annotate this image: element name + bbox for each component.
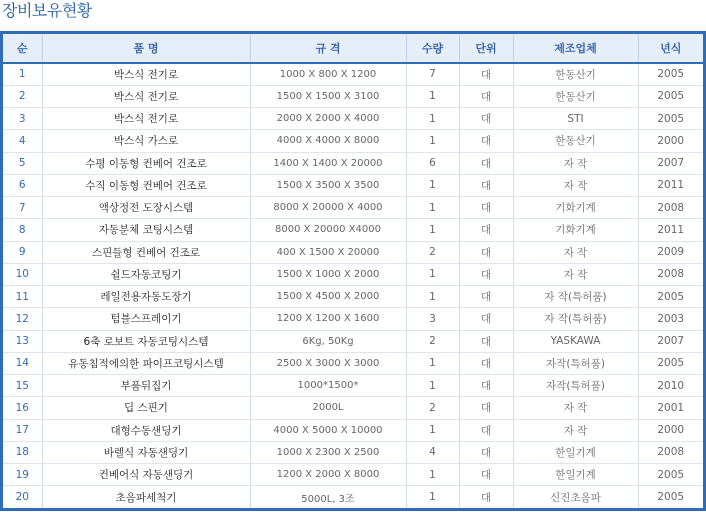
page-title: 장비보유현황 xyxy=(2,1,92,20)
cell-year: 2003 xyxy=(638,308,703,330)
cell-spec: 5000L, 3조 xyxy=(250,486,406,508)
cell-maker: 자작(특허품) xyxy=(513,352,638,374)
cell-year: 2005 xyxy=(638,108,703,130)
cell-name: 대형수동샌딩기 xyxy=(42,419,250,441)
cell-year: 2005 xyxy=(638,85,703,107)
cell-spec: 4000 X 4000 X 8000 xyxy=(250,130,406,152)
cell-spec: 1000 X 800 X 1200 xyxy=(250,63,406,85)
cell-unit: 대 xyxy=(459,464,513,486)
column-header-qty: 수량 xyxy=(406,34,459,63)
cell-no: 1 xyxy=(3,63,42,85)
cell-name: 딥 스핀기 xyxy=(42,397,250,419)
table-row xyxy=(3,219,703,241)
cell-maker: 한동산기 xyxy=(513,85,638,107)
table-row xyxy=(3,330,703,352)
table-row xyxy=(3,419,703,441)
table-row xyxy=(3,308,703,330)
cell-qty: 1 xyxy=(406,419,459,441)
cell-unit: 대 xyxy=(459,352,513,374)
cell-name: 쉴드자동코팅기 xyxy=(42,263,250,285)
cell-year: 2009 xyxy=(638,241,703,263)
cell-unit: 대 xyxy=(459,375,513,397)
cell-year: 2000 xyxy=(638,419,703,441)
column-header-year: 년식 xyxy=(638,34,703,63)
cell-spec: 2000 X 2000 X 4000 xyxy=(250,108,406,130)
cell-year: 2011 xyxy=(638,219,703,241)
cell-qty: 1 xyxy=(406,286,459,308)
cell-maker: 자 작 xyxy=(513,263,638,285)
cell-name: 액상정전 도장시스템 xyxy=(42,197,250,219)
cell-spec: 1500 X 4500 X 2000 xyxy=(250,286,406,308)
cell-no: 3 xyxy=(3,108,42,130)
cell-name: 초음파세척기 xyxy=(42,486,250,508)
cell-qty: 1 xyxy=(406,197,459,219)
cell-name: 자동분체 코팅시스템 xyxy=(42,219,250,241)
cell-spec: 1200 X 1200 X 1600 xyxy=(250,308,406,330)
cell-unit: 대 xyxy=(459,174,513,196)
table-row xyxy=(3,152,703,174)
cell-unit: 대 xyxy=(459,308,513,330)
cell-qty: 1 xyxy=(406,219,459,241)
cell-qty: 1 xyxy=(406,85,459,107)
column-header-name: 품 명 xyxy=(42,34,250,63)
cell-qty: 6 xyxy=(406,152,459,174)
table-row xyxy=(3,174,703,196)
table-header-row xyxy=(3,34,703,63)
cell-spec: 1500 X 1000 X 2000 xyxy=(250,263,406,285)
cell-name: 박스식 전기로 xyxy=(42,63,250,85)
cell-maker: 신진초음파 xyxy=(513,486,638,508)
cell-spec: 1500 X 3500 X 3500 xyxy=(250,174,406,196)
cell-maker: 자 작 xyxy=(513,174,638,196)
cell-unit: 대 xyxy=(459,152,513,174)
cell-spec: 8000 X 20000 X 4000 xyxy=(250,197,406,219)
cell-year: 2007 xyxy=(638,330,703,352)
table-row xyxy=(3,397,703,419)
equipment-table-frame xyxy=(0,31,706,511)
cell-unit: 대 xyxy=(459,486,513,508)
cell-maker: 자 작 xyxy=(513,152,638,174)
cell-unit: 대 xyxy=(459,130,513,152)
cell-name: 바렐식 자동샌딩기 xyxy=(42,441,250,463)
cell-name: 부품뒤집기 xyxy=(42,375,250,397)
cell-year: 2010 xyxy=(638,375,703,397)
cell-maker: 자 작 xyxy=(513,397,638,419)
cell-year: 2005 xyxy=(638,464,703,486)
cell-no: 17 xyxy=(3,419,42,441)
cell-no: 12 xyxy=(3,308,42,330)
cell-unit: 대 xyxy=(459,286,513,308)
column-header-spec: 규 격 xyxy=(250,34,406,63)
cell-no: 4 xyxy=(3,130,42,152)
cell-maker: 한동산기 xyxy=(513,130,638,152)
cell-unit: 대 xyxy=(459,63,513,85)
cell-year: 2007 xyxy=(638,152,703,174)
cell-qty: 1 xyxy=(406,464,459,486)
cell-name: 유동침적에의한 파이프코팅시스템 xyxy=(42,352,250,374)
cell-no: 16 xyxy=(3,397,42,419)
cell-unit: 대 xyxy=(459,441,513,463)
cell-no: 15 xyxy=(3,375,42,397)
cell-maker: 기화기계 xyxy=(513,219,638,241)
cell-year: 2000 xyxy=(638,130,703,152)
cell-unit: 대 xyxy=(459,263,513,285)
table-row xyxy=(3,197,703,219)
table-row xyxy=(3,63,703,85)
cell-maker: 자 작(특허품) xyxy=(513,308,638,330)
cell-qty: 2 xyxy=(406,241,459,263)
cell-unit: 대 xyxy=(459,241,513,263)
cell-spec: 400 X 1500 X 20000 xyxy=(250,241,406,263)
cell-unit: 대 xyxy=(459,85,513,107)
cell-name: 컨베어식 자동샌딩기 xyxy=(42,464,250,486)
cell-qty: 1 xyxy=(406,174,459,196)
table-row xyxy=(3,108,703,130)
cell-unit: 대 xyxy=(459,219,513,241)
cell-name: 텀블스프레이기 xyxy=(42,308,250,330)
cell-year: 2011 xyxy=(638,174,703,196)
cell-no: 2 xyxy=(3,85,42,107)
cell-year: 2005 xyxy=(638,352,703,374)
cell-maker: 한일기계 xyxy=(513,441,638,463)
table-row xyxy=(3,263,703,285)
equipment-table xyxy=(3,34,703,508)
cell-qty: 4 xyxy=(406,441,459,463)
cell-name: 6축 로보트 자동코팅시스템 xyxy=(42,330,250,352)
cell-year: 2008 xyxy=(638,197,703,219)
table-row xyxy=(3,375,703,397)
cell-spec: 1000*1500* xyxy=(250,375,406,397)
cell-qty: 2 xyxy=(406,330,459,352)
cell-qty: 7 xyxy=(406,63,459,85)
cell-spec: 1000 X 2300 X 2500 xyxy=(250,441,406,463)
cell-no: 14 xyxy=(3,352,42,374)
cell-unit: 대 xyxy=(459,397,513,419)
table-row xyxy=(3,441,703,463)
cell-no: 19 xyxy=(3,464,42,486)
cell-spec: 1200 X 2000 X 8000 xyxy=(250,464,406,486)
cell-spec: 8000 X 20000 X4000 xyxy=(250,219,406,241)
cell-year: 2001 xyxy=(638,397,703,419)
cell-qty: 1 xyxy=(406,375,459,397)
table-body xyxy=(3,63,703,508)
table-row xyxy=(3,486,703,508)
table-row xyxy=(3,464,703,486)
table-row xyxy=(3,241,703,263)
cell-maker: STI xyxy=(513,108,638,130)
column-header-unit: 단위 xyxy=(459,34,513,63)
cell-no: 6 xyxy=(3,174,42,196)
cell-unit: 대 xyxy=(459,330,513,352)
cell-spec: 2000L xyxy=(250,397,406,419)
cell-maker: 기화기계 xyxy=(513,197,638,219)
cell-no: 8 xyxy=(3,219,42,241)
cell-name: 박스식 전기로 xyxy=(42,108,250,130)
table-row xyxy=(3,286,703,308)
cell-year: 2005 xyxy=(638,286,703,308)
cell-maker: 자 작 xyxy=(513,241,638,263)
cell-year: 2005 xyxy=(638,63,703,85)
cell-no: 20 xyxy=(3,486,42,508)
cell-qty: 3 xyxy=(406,308,459,330)
cell-maker: YASKAWA xyxy=(513,330,638,352)
cell-maker: 한일기계 xyxy=(513,464,638,486)
cell-spec: 6Kg, 50Kg xyxy=(250,330,406,352)
cell-name: 박스식 전기로 xyxy=(42,85,250,107)
cell-maker: 자 작 xyxy=(513,419,638,441)
cell-name: 수직 이동형 컨베어 건조로 xyxy=(42,174,250,196)
column-header-no: 순 xyxy=(3,34,42,63)
cell-maker: 한동산기 xyxy=(513,63,638,85)
cell-year: 2008 xyxy=(638,263,703,285)
cell-spec: 1400 X 1400 X 20000 xyxy=(250,152,406,174)
cell-name: 스핀들형 컨베어 건조로 xyxy=(42,241,250,263)
cell-name: 박스식 가스로 xyxy=(42,130,250,152)
cell-year: 2005 xyxy=(657,491,685,504)
cell-spec: 4000 X 5000 X 10000 xyxy=(250,419,406,441)
table-row xyxy=(3,352,703,374)
cell-no: 18 xyxy=(3,441,42,463)
cell-no: 7 xyxy=(3,197,42,219)
cell-qty: 1 xyxy=(406,108,459,130)
cell-spec: 2500 X 3000 X 3000 xyxy=(250,352,406,374)
cell-unit: 대 xyxy=(459,419,513,441)
cell-no: 5 xyxy=(3,152,42,174)
cell-qty: 1 xyxy=(406,486,459,508)
table-row xyxy=(3,85,703,107)
cell-maker: 자 작(특허품) xyxy=(513,286,638,308)
cell-unit: 대 xyxy=(459,197,513,219)
cell-name: 수평 이동형 컨베어 건조로 xyxy=(42,152,250,174)
table-row xyxy=(3,130,703,152)
cell-year: 2008 xyxy=(638,441,703,463)
cell-no: 13 xyxy=(3,330,42,352)
cell-qty: 1 xyxy=(406,130,459,152)
cell-no: 10 xyxy=(3,263,42,285)
cell-name: 레일전용자동도장기 xyxy=(42,286,250,308)
cell-unit: 대 xyxy=(459,108,513,130)
cell-qty: 1 xyxy=(406,352,459,374)
cell-qty: 1 xyxy=(406,263,459,285)
cell-qty: 2 xyxy=(406,397,459,419)
cell-spec: 1500 X 1500 X 3100 xyxy=(250,85,406,107)
cell-no: 9 xyxy=(3,241,42,263)
column-header-maker: 제조업체 xyxy=(513,34,638,63)
cell-maker: 자작(특허품) xyxy=(513,375,638,397)
cell-no: 11 xyxy=(3,286,42,308)
